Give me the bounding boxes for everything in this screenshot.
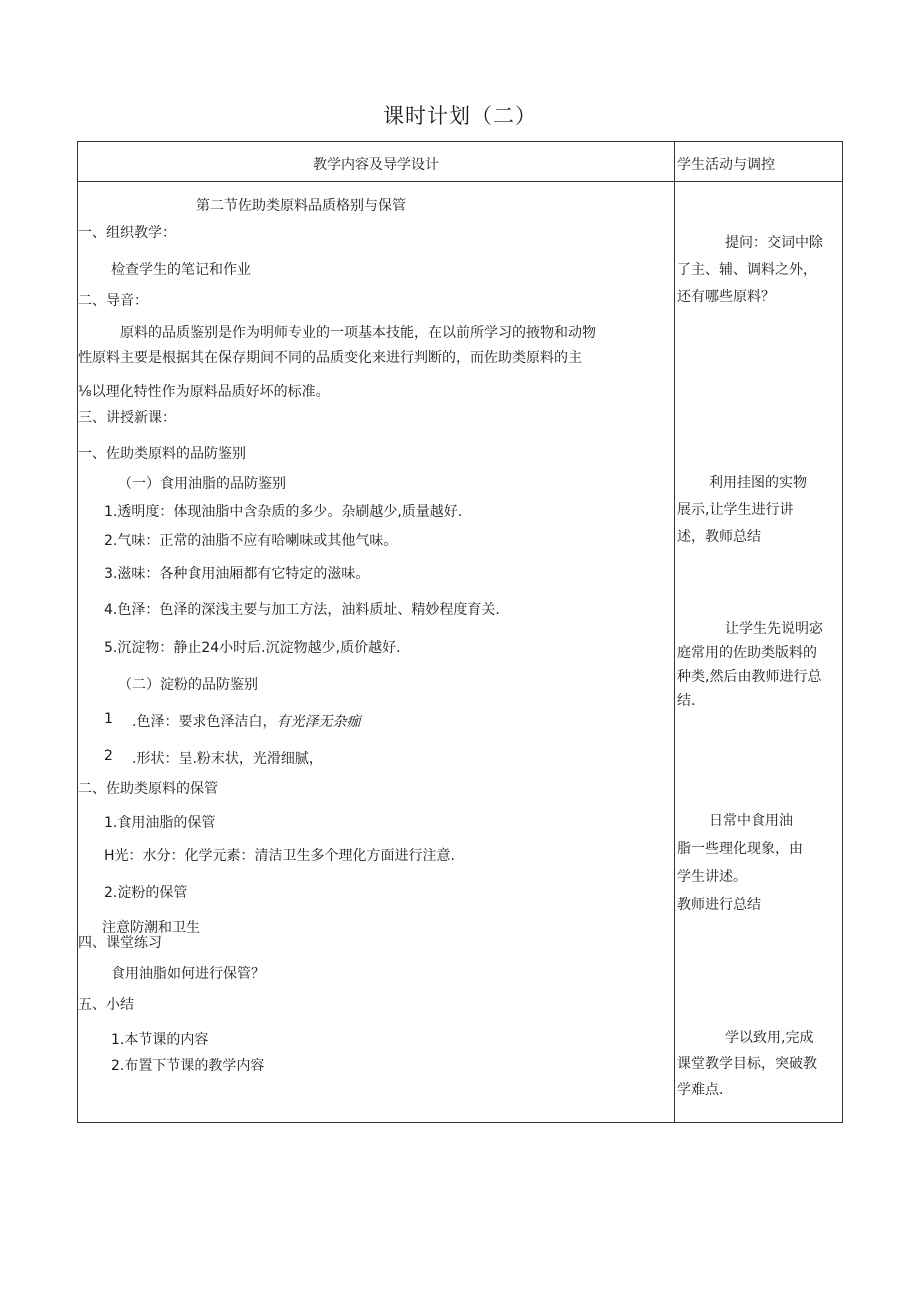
- item-oil-storage-detail: H光：水分：化学元素：清洁卫生多个理化方面进行注意.: [104, 848, 455, 864]
- paragraph-line-1: 原料的品质鉴别是作为明师专业的一项基本技能，在以前所学习的掖物和动物: [120, 325, 596, 341]
- subheading-starch: （二）淀粉的品防鉴别: [118, 677, 258, 693]
- item-starch-color-italic: 有光泽无杂痂: [276, 714, 361, 730]
- item-starch-shape: .形状：呈.粉末状，光滑细腻，: [132, 751, 323, 767]
- text-practice-question: 食用油脂如何进行保管？: [111, 966, 265, 982]
- item-starch-storage-detail: 注意防潮和卫生: [102, 920, 200, 936]
- item-summary-content: 1.本节课的内容: [111, 1032, 209, 1048]
- activity-block-question: [677, 230, 842, 311]
- activity-line: 种类,然后由教师进行总: [677, 669, 822, 685]
- heading-storage: 二、佐助类原料的保管: [78, 781, 218, 797]
- activity-line: 展示,让学生进行讲: [677, 502, 794, 518]
- activity-line: 学以致用,完成: [725, 1030, 814, 1046]
- activity-line: 了主、辅、调料之外，: [677, 262, 817, 278]
- activity-line: 学难点.: [677, 1082, 724, 1098]
- heading-practice: 四、课堂练习: [78, 935, 162, 951]
- item-starch-color: [132, 711, 360, 731]
- activity-block-discussion: [677, 617, 842, 713]
- activity-line: 让学生先说明宓: [725, 621, 823, 637]
- item-sediment: 5.沉淀物：静止24小时后.沉淀物越少,质价越好.: [104, 640, 401, 656]
- item-oil-storage: 1.食用油脂的保管: [104, 815, 216, 831]
- activity-line: 述，教师总结: [677, 529, 761, 545]
- page-title: 课时计划（二）: [383, 104, 537, 128]
- activity-line: 还有哪些原料？: [677, 289, 775, 305]
- paragraph-line-2: 性原料主要是根据其在保存期间不同的品质变化来进行判断的，而佐助类原料的主: [78, 350, 582, 366]
- activity-block-application: [677, 1025, 842, 1103]
- activity-line: 提问：交词中除: [725, 235, 823, 251]
- paragraph-line-3: ⅛以理化特性作为原料品质好坏的标准。: [78, 384, 330, 400]
- activity-line: 庭常用的佐助类版料的: [677, 645, 817, 661]
- item-summary-next: 2.布置下节课的教学内容: [111, 1058, 265, 1074]
- item-starch-color-number: 1: [104, 711, 113, 727]
- activity-line: 学生讲述。: [677, 869, 747, 885]
- activity-line: 脂一些理化现象，由: [677, 841, 803, 857]
- item-starch-color-text: .色泽：要求色泽洁白，: [132, 714, 277, 730]
- header-content-design: 教学内容及导学设计: [313, 157, 439, 173]
- activity-block-chart: [677, 470, 842, 551]
- heading-intro: 二、导音：: [78, 293, 148, 309]
- header-student-activity: 学生活动与调控: [677, 157, 775, 173]
- lesson-plan-table: [77, 141, 843, 1123]
- activity-line: 日常中食用油: [709, 813, 793, 829]
- activity-line: 结.: [677, 693, 696, 709]
- text-check-notes: 检查学生的笔记和作业: [111, 262, 251, 278]
- header-divider: [78, 181, 842, 182]
- item-smell: 2.气味：正常的油脂不应有哈喇味或其他气味。: [104, 533, 398, 549]
- section-title: 第二节佐助类原料品质格别与保管: [196, 198, 406, 214]
- item-transparency: 1.透明度：体现油脂中含杂质的多少。杂刷越少,质量越好.: [104, 504, 463, 520]
- heading-new-lesson: 三、讲授新课：: [78, 410, 176, 426]
- activity-line: 课堂教学目标，突破教: [677, 1056, 817, 1072]
- item-starch-shape-number: 2: [104, 748, 113, 764]
- heading-quality-identification: 一、佐助类原料的品防鉴别: [78, 446, 246, 462]
- activity-line: 教师进行总结: [677, 897, 761, 913]
- item-color: 4.色泽：色泽的深浅主要与加工方法，油料质址、精妙程度育关.: [104, 602, 500, 618]
- heading-summary: 五、小结: [78, 997, 134, 1013]
- subheading-oil: （一）食用油脂的品防鉴别: [118, 476, 286, 492]
- item-taste: 3.滋味：各种食用油厢都有它特定的滋味。: [104, 566, 370, 582]
- column-divider: [674, 142, 675, 1122]
- activity-block-phenomena: [677, 807, 842, 919]
- item-starch-storage: 2.淀粉的保管: [104, 885, 188, 901]
- heading-organize: 一、组织教学：: [78, 225, 176, 241]
- activity-line: 利用挂图的实物: [709, 475, 807, 491]
